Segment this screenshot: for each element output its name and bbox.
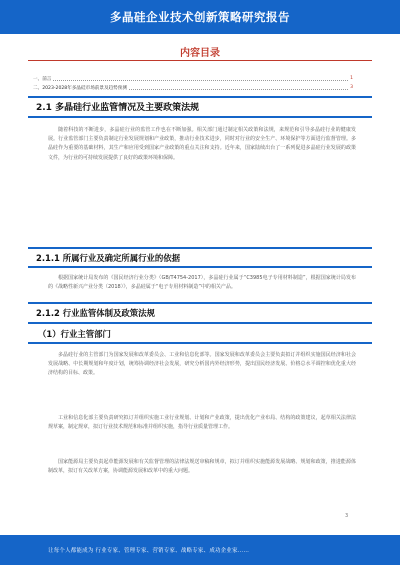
toc-item-label: 一、前言: [33, 77, 52, 82]
toc-item-label: 二、2023-2028年多晶硅市场前景及趋势预测: [33, 86, 127, 91]
report-title: 多晶硅企业技术创新策略研究报告: [110, 10, 290, 24]
body-paragraph: 工业和信息化部主要负责研究拟订并组织实施工业行业规划、计划和产业政策，提出优化产业布局、结构的政策建议，起草相关法律法规草案，制定规章，拟订行业技术规范和标准并组织实施，指导行业质量管理工作。: [48, 415, 356, 431]
body-paragraph: 随着科技的不断进步，多晶硅行业的监管工作也在不断加强。相关部门通过制定相关政策和法规，来规范和引导多晶硅行业的健康发展。行业监管部门主要负责制定行业发展规划和产业政策，推动行业技术进步，同时对行业的安全生产、环境保护等方面进行监督管理。多晶硅作为重要的基础材料，其生产和应用受到国家产业政策的重点关注和支持。近年来，国家陆续出台了一系列促进多晶硅行业发展的政策文件，为行业的可持续发展提供了良好的政策环境和保障。: [48, 127, 356, 161]
report-header-banner: [0, 0, 400, 34]
body-paragraph: 国家能源局主要负责起草能源发展和有关监督管理的法律法规送审稿和规章，拟订并组织实施能源发展战略、规划和政策，推进能源体制改革，拟订有关改革方案，协调能源发展和改革中的重大问题。: [48, 459, 356, 475]
body-paragraph: 多晶硅行业的主管部门为国家发展和改革委员会、工业和信息化部等。国家发展和改革委员会主要负责拟订并组织实施国民经济和社会发展战略、中长期规划和年度计划，统筹协调经济社会发展，研究分析国内外经济形势，提出国民经济发展、价格总水平调控和优化重大经济结构的目标、政策。: [48, 352, 356, 377]
section-divider: [28, 96, 372, 98]
toc-item-preface[interactable]: [33, 76, 353, 82]
toc-leader-dots: [129, 85, 348, 90]
toc-item-page: 3: [350, 85, 353, 90]
section-divider: [28, 247, 372, 249]
section-heading: 2.1 多晶硅行业监管情况及主要政策法规: [36, 103, 200, 113]
section-divider: [28, 302, 372, 304]
toc-heading: 内容目录: [180, 48, 220, 59]
section-divider: [28, 116, 372, 118]
section-heading: 2.1.1 所属行业及确定所属行业的依据: [36, 253, 181, 263]
toc-item-page: 1: [350, 76, 353, 81]
toc-item-forecast[interactable]: [33, 85, 353, 91]
section-heading: 2.1.2 行业监管体制及政策法规: [36, 308, 155, 318]
toc-divider: [28, 60, 372, 61]
toc-leader-dots: [53, 76, 348, 81]
section-divider: [28, 342, 372, 344]
page-number: 3: [345, 513, 349, 519]
subsection-heading: （1）行业主管部门: [38, 329, 111, 339]
section-divider: [28, 322, 372, 324]
section-divider: [28, 266, 372, 268]
body-paragraph: 根据国家统计局发布的《国民经济行业分类》（GB/T4754-2017），多晶硅行业属于“C3985电子专用材料制造”，根据国家统计局发布的《战略性新兴产业分类（2018）》，多晶硅属于“电子专用材料制造”中的相关产品。: [48, 275, 356, 291]
footer-slogan: 让每个人都能成为 行业专家、管理专家、营销专家、战略专家、成功企业家……: [48, 548, 250, 554]
footer-banner: [0, 535, 400, 565]
